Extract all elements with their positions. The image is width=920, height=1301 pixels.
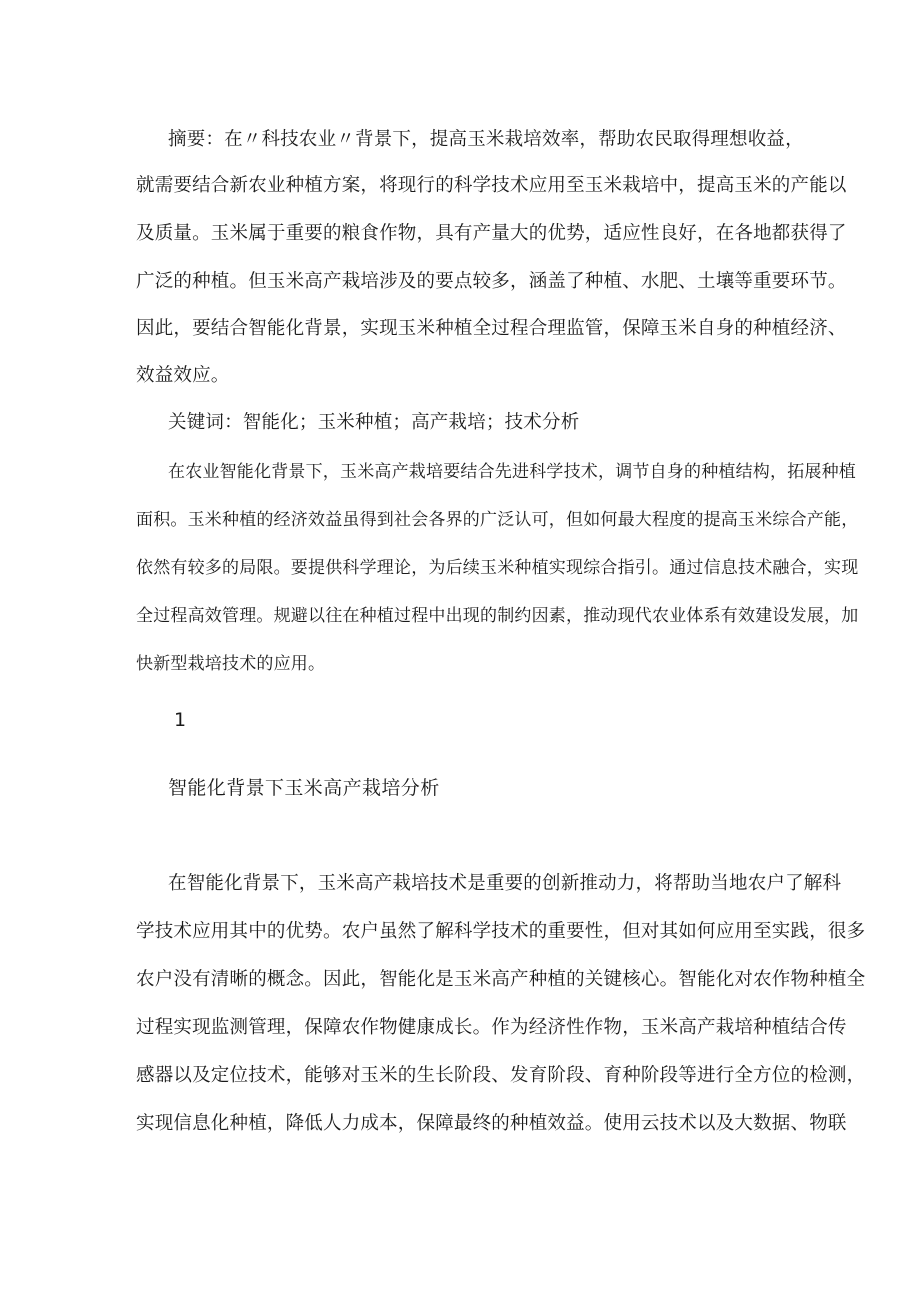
abstract-line: 广泛的种植。但玉米高产栽培涉及的要点较多，涵盖了种植、水肥、土壤等重要环节。 (136, 271, 847, 292)
abstract-line: 就需要结合新农业种植方案，将现行的科学技术应用至玉米栽培中，提高玉米的产能以 (136, 175, 847, 196)
body-line: 在智能化背景下，玉米高产栽培技术是重要的创新推动力，将帮助当地农户了解科 (168, 873, 842, 894)
body-line: 农户没有清晰的概念。因此，智能化是玉米高产种植的关键核心。智能化对农作物种植全 (136, 969, 866, 990)
body-line: 过程实现监测管理，保障农作物健康成长。作为经济性作物，玉米高产栽培种植结合传 (136, 1017, 847, 1038)
body-line: 学技术应用其中的优势。农户虽然了解科学技术的重要性，但对其如何应用至实践，很多 (136, 921, 866, 942)
intro-line: 快新型栽培技术的应用。 (136, 654, 326, 674)
intro-line: 依然有较多的局限。要提供科学理论，为后续玉米种植实现综合指引。通过信息技术融合，实现 (136, 558, 859, 578)
keywords: 关键词：智能化；玉米种植；高产栽培；技术分析 (168, 412, 580, 433)
abstract-line: 效益效应。 (136, 365, 230, 386)
abstract-line: 因此，要结合智能化背景，实现玉米种植全过程合理监管，保障玉米自身的种植经济、 (136, 318, 847, 339)
body-line: 感器以及定位技术，能够对玉米的生长阶段、发育阶段、育种阶段等进行全方位的检测， (136, 1065, 866, 1086)
section-title: 智能化背景下玉米高产栽培分析 (168, 777, 440, 799)
abstract-line: 摘要：在〃科技农业〃背景下，提高玉米栽培效率，帮助农民取得理想收益， (168, 129, 804, 150)
body-line: 实现信息化种植，降低人力成本，保障最终的种植效益。使用云技术以及大数据、物联 (136, 1113, 847, 1134)
section-number: 1 (174, 709, 187, 731)
intro-line: 面积。玉米种植的经济效益虽得到社会各界的广泛认可，但如何最大程度的提高玉米综合产能， (136, 510, 859, 530)
abstract-line: 及质量。玉米属于重要的粮食作物，具有产量大的优势，适应性良好，在各地都获得了 (136, 223, 847, 244)
intro-line: 全过程高效管理。规避以往在种植过程中出现的制约因素，推动现代农业体系有效建设发展，加 (136, 606, 859, 626)
intro-line: 在农业智能化背景下，玉米高产栽培要结合先进科学技术，调节自身的种植结构，拓展种植 (168, 462, 856, 482)
